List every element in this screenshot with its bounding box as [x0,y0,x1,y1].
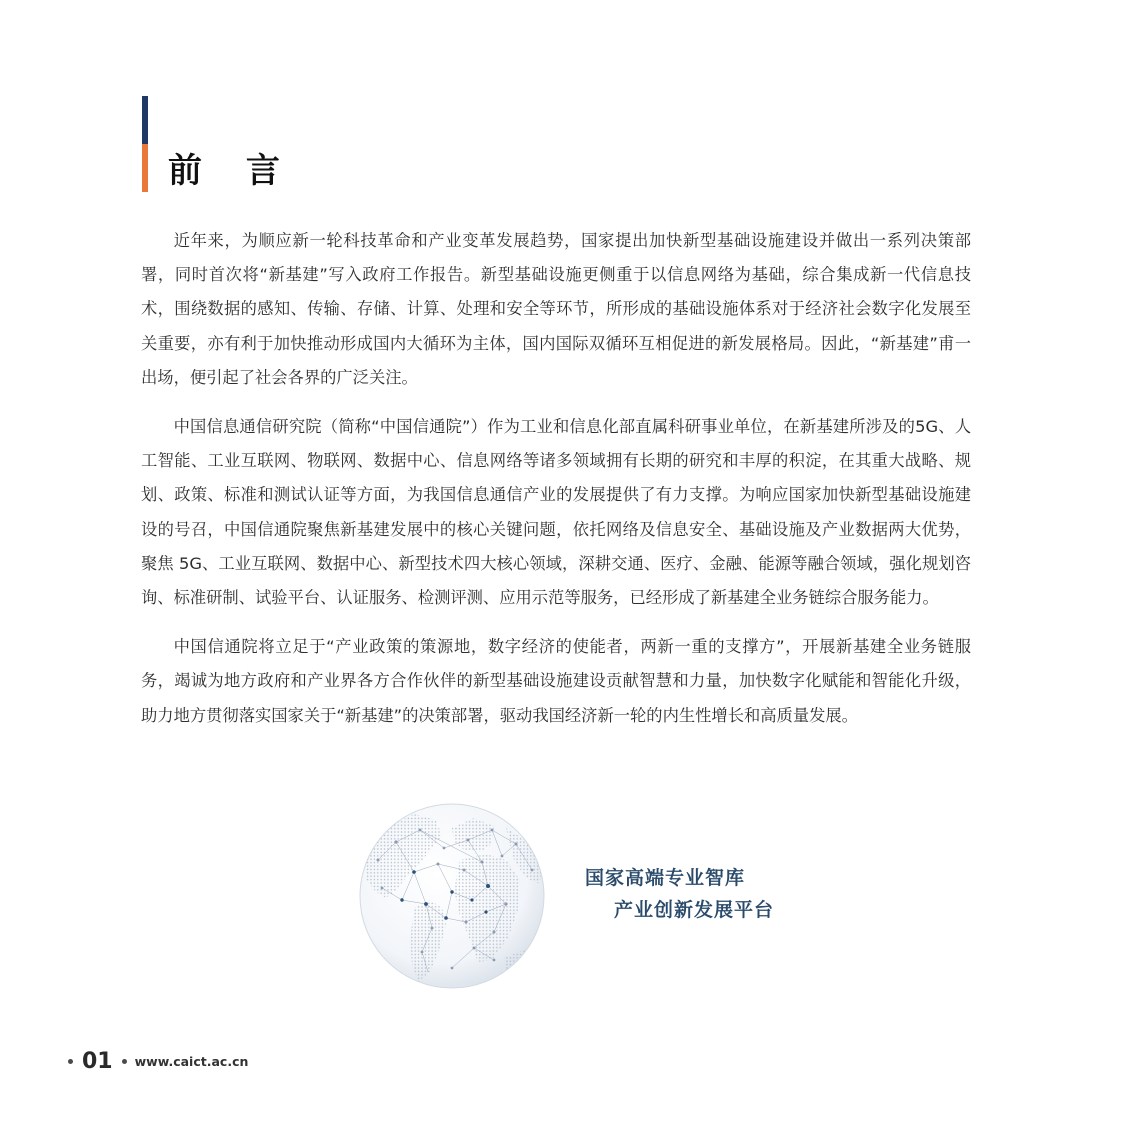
slogan-line-1: 国家高端专业智库 [585,867,746,889]
globe-network-illustration [356,800,548,992]
website-link[interactable]: www.caict.ac.cn [134,1053,249,1069]
bullet-dot-icon [68,1059,73,1064]
body-text [141,224,971,748]
title-accent-bar-orange [142,144,148,192]
paragraph-1: 近年来，为顺应新一轮科技革命和产业变革发展趋势，国家提出加快新型基础设施建设并做出一系列决策部署，同时首次将“新基建”写入政府工作报告。新型基础设施更侧重于以信息网络为基础，综合集成新一代信息技术，围绕数据的感知、传输、存储、计算、处理和安全等环节，所形成的基础设施体系对于经济社会数字化发展至关重要，亦有利于加快推动形成国内大循环为主体，国内国际双循环互相促进的新发展格局。因此，“新基建”甫一出场，便引起了社会各界的广泛关注。 [141,231,971,387]
page-number: 01 [82,1048,113,1074]
page-title: 前 言 [168,151,296,191]
paragraph-2: 中国信息通信研究院（简称“中国信通院”）作为工业和信息化部直属科研事业单位，在新基建所涉及的5G、人工智能、工业互联网、物联网、数据中心、信息网络等诸多领域拥有长期的研究和丰厚的积淀，在其重大战略、规划、政策、标准和测试认证等方面，为我国信息通信产业的发展提供了有力支撑。为响应国家加快新型基础设施建设的号召，中国信通院聚焦新基建发展中的核心关键问题，依托网络及信息安全、基础设施及产业数据两大优势，聚焦 5G、工业互联网、数据中心、新型技术四大核心领域，深耕交通、医疗、金融、能源等融合领域，强化规划咨询、标准研制、试验平台、认证服务、检测评测、应用示范等服务，已经形成了新基建全业务链综合服务能力。 [141,417,971,608]
paragraph-3: 中国信通院将立足于“产业政策的策源地，数字经济的使能者，两新一重的支撑方”，开展新基建全业务链服务，竭诚为地方政府和产业界各方合作伙伴的新型基础设施建设贡献智慧和力量，加快数字化赋能和智能化升级，助力地方贯彻落实国家关于“新基建”的决策部署，驱动我国经济新一轮的内生性增长和高质量发展。 [141,637,971,725]
page-footer [68,1046,248,1076]
slogan [585,862,774,926]
slogan-line-2: 产业创新发展平台 [614,899,775,921]
title-accent-bar-blue [142,96,148,144]
bullet-dot-icon [122,1059,127,1064]
